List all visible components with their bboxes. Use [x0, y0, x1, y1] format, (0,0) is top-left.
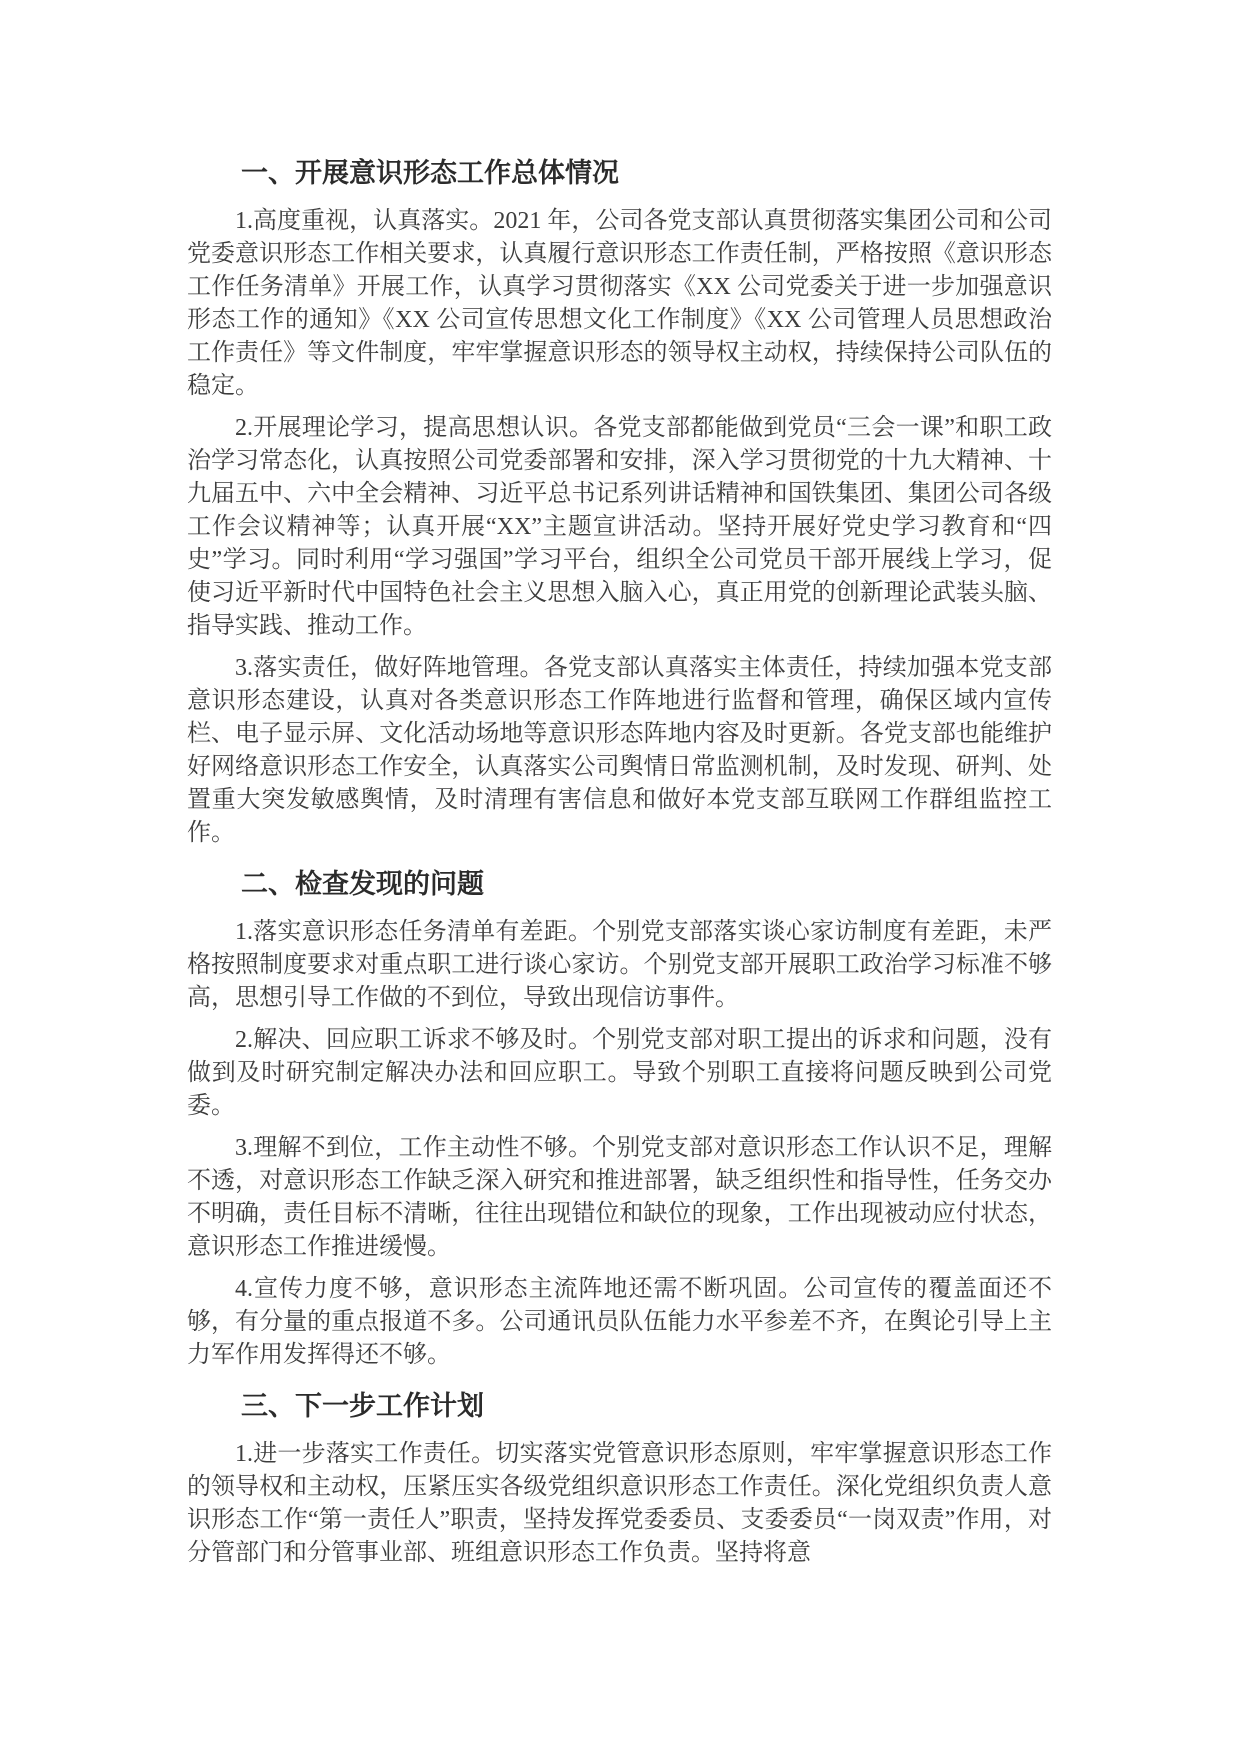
section-problems-found — [187, 867, 1052, 1372]
section-next-step-plan — [187, 1389, 1052, 1570]
paragraph: 3.理解不到位，工作主动性不够。个别党支部对意识形态工作认识不足，理解不透，对意识形态工作缺乏深入研究和推进部署，缺乏组织性和指导性，任务交办不明确，责任目标不清晰，往往出现错位和缺位的现象，工作出现被动应付状态，意识形态工作推进缓慢。 — [187, 1135, 1052, 1260]
paragraph: 3.落实责任，做好阵地管理。各党支部认真落实主体责任，持续加强本党支部意识形态建设，认真对各类意识形态工作阵地进行监督和管理，确保区域内宣传栏、电子显示屏、文化活动场地等意识形态阵地内容及时更新。各党支部也能维护好网络意识形态工作安全，认真落实公司舆情日常监测机制，及时发现、研判、处置重大突发敏感舆情，及时清理有害信息和做好本党支部互联网工作群组监控工作。 — [187, 655, 1052, 846]
paragraph: 1.高度重视，认真落实。2021 年，公司各党支部认真贯彻落实集团公司和公司党委意识形态工作相关要求，认真履行意识形态工作责任制，严格按照《意识形态工作任务清单》开展工作，认真学习贯彻落实《XX 公司党委关于进一步加强意识形态工作的通知》《XX 公司宣传思想文化工作制度》《XX 公司管理人员思想政治工作责任》等文件制度，牢牢掌握意识形态的领导权主动权，持续保持公司队伍的稳定。 — [187, 208, 1052, 399]
section-heading: 二、检查发现的问题 — [241, 869, 484, 899]
paragraph: 2.开展理论学习，提高思想认识。各党支部都能做到党员“三会一课”和职工政治学习常态化，认真按照公司党委部署和安排，深入学习贯彻党的十九大精神、十九届五中、六中全会精神、习近平总书记系列讲话精神和国铁集团、集团公司各级工作会议精神等；认真开展“XX”主题宣讲活动。坚持开展好党史学习教育和“四史”学习。同时利用“学习强国”学习平台，组织全公司党员干部开展线上学习，促使习近平新时代中国特色社会主义思想入脑入心，真正用党的创新理论武装头脑、指导实践、推动工作。 — [187, 415, 1052, 639]
section-heading: 一、开展意识形态工作总体情况 — [241, 158, 619, 188]
paragraph: 2.解决、回应职工诉求不够及时。个别党支部对职工提出的诉求和问题，没有做到及时研究制定解决办法和回应职工。导致个别职工直接将问题反映到公司党委。 — [187, 1027, 1052, 1119]
paragraph: 1.进一步落实工作责任。切实落实党管意识形态原则，牢牢掌握意识形态工作的领导权和主动权，压紧压实各级党组织意识形态工作责任。深化党组织负责人意识形态工作“第一责任人”职责，坚持发挥党委委员、支委委员“一岗双责”作用，对分管部门和分管事业部、班组意识形态工作负责。坚持将意 — [187, 1441, 1052, 1566]
section-heading: 三、下一步工作计划 — [241, 1391, 484, 1421]
paragraph: 1.落实意识形态任务清单有差距。个别党支部落实谈心家访制度有差距，未严格按照制度要求对重点职工进行谈心家访。个别党支部开展职工政治学习标准不够高，思想引导工作做的不到位，导致出现信访事件。 — [187, 919, 1052, 1011]
paragraph: 4.宣传力度不够，意识形态主流阵地还需不断巩固。公司宣传的覆盖面还不够，有分量的重点报道不多。公司通讯员队伍能力水平参差不齐，在舆论引导上主力军作用发挥得还不够。 — [187, 1276, 1052, 1368]
section-overall-situation — [187, 156, 1052, 850]
